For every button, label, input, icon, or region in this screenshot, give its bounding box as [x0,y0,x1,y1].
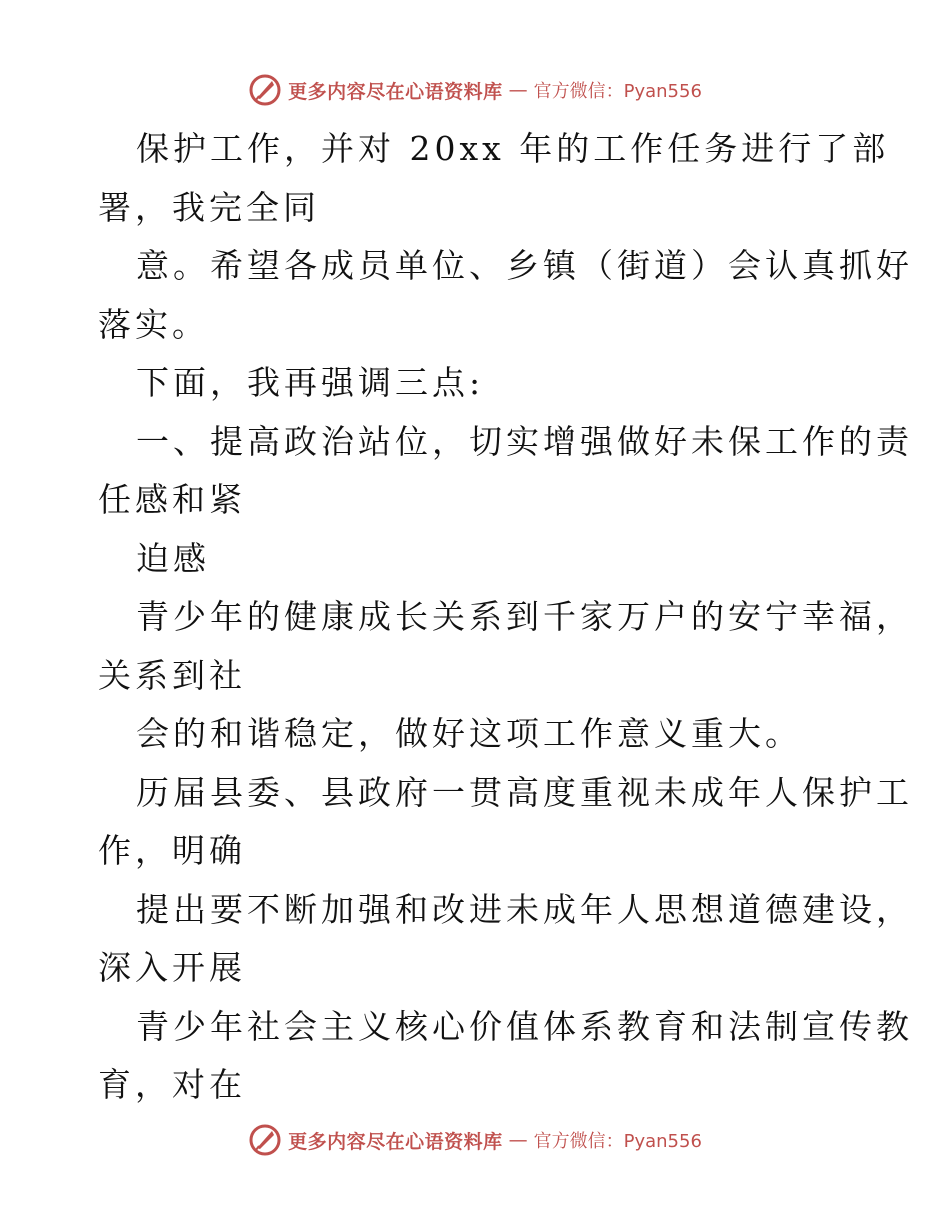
text-line: 任感和紧 [98,480,246,519]
feather-pen-icon [248,1123,282,1157]
text-line: 下面，我再强调三点: [136,363,485,402]
document-body [98,120,913,1115]
text-line: 育，对在 [98,1065,246,1104]
text-line: 保护工作，并对 20xx 年的工作任务进行了部 [136,129,890,168]
text-line: 署，我完全同 [98,187,320,227]
watermark-main-text: 更多内容尽在心语资料库 [288,1130,503,1153]
text-line: 深入开展 [98,948,246,987]
text-line: 意。希望各成员单位、乡镇（街道）会认真抓好 [136,246,913,285]
watermark-main-text: 更多内容尽在心语资料库 [288,80,503,103]
watermark-sub-text: 官方微信：Pyan556 [533,81,702,102]
text-line: 青少年的健康成长关系到千家万户的安宁幸福， [136,597,913,636]
text-line: 落实。 [98,304,209,344]
text-line: 一、提高政治站位，切实增强做好未保工作的责 [136,421,913,461]
footer-watermark [0,1120,950,1160]
text-line: 历届县委、县政府一贯高度重视未成年人保护工 [136,772,913,812]
text-line: 提出要不断加强和改进未成年人思想道德建设， [136,889,913,929]
watermark-sub-text: 官方微信：Pyan556 [533,1131,702,1152]
text-line: 迫感 [136,538,210,578]
text-line: 关系到社 [98,655,246,695]
text-line: 会的和谐稳定，做好这项工作意义重大。 [136,714,802,753]
text-line: 作，明确 [98,831,246,870]
watermark-dash: — [508,79,528,101]
feather-pen-icon [248,73,282,107]
header-watermark [0,70,950,110]
watermark-dash: — [508,1129,528,1151]
text-line: 青少年社会主义核心价值体系教育和法制宣传教 [136,1006,913,1046]
